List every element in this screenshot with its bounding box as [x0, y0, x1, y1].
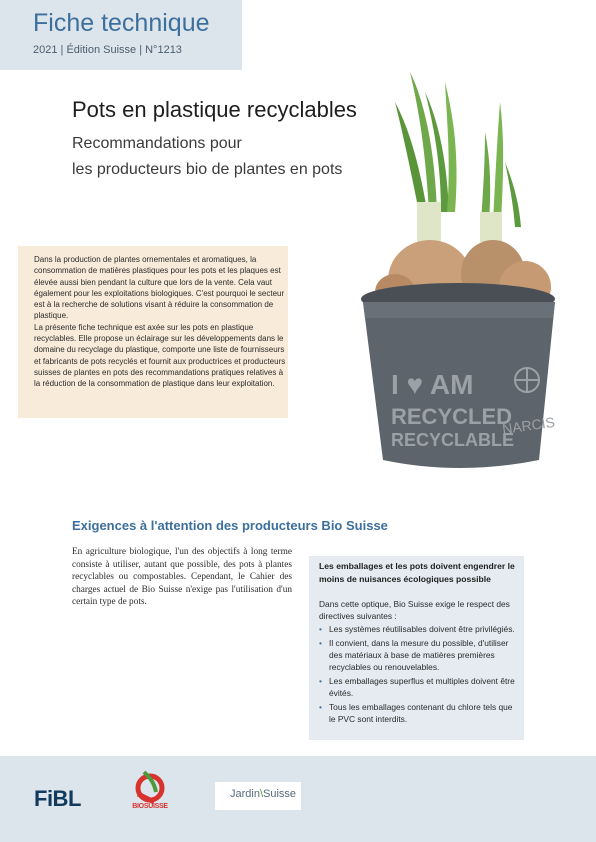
biosuisse-logo-text: BIOSUISSE [132, 803, 168, 810]
jardin-leaf-icon: \ [259, 788, 264, 800]
leaves [395, 72, 521, 227]
bullet-icon: • [319, 676, 322, 686]
intro-text [34, 254, 288, 390]
bullet-icon: • [319, 638, 322, 648]
biosuisse-logo-icon [124, 768, 176, 818]
pot-text-side: NARCIS [501, 413, 556, 437]
section-body: En agriculture biologique, l'un des objectifs à long terme consiste à utiliser, autant que possible, des pots à plantes recyclables ou compostables. Cependant, le Cahier des charges actuel de Bio Suisse n'exige pas l'utilisation d'un certain type de pots. [72, 547, 292, 608]
aside-title: Les emballages et les pots doivent engendrer le moins de nuisances écologiques possible [319, 561, 515, 584]
section-heading: Exigences à l'attention des producteurs Bio Suisse [72, 518, 388, 533]
jardin-logo-part-2: Suisse [263, 788, 297, 800]
subtitle-line-1: Recommandations pour [72, 135, 242, 152]
pot-flower-emblem [515, 368, 539, 392]
subtitle-line-2: les producteurs bio de plantes en pots [72, 161, 343, 178]
fiche-title: Fiche technique [33, 9, 210, 37]
fibl-logo: FiBL [34, 786, 81, 811]
intro-box [18, 246, 288, 418]
jardin-suisse-logo-text [230, 788, 296, 800]
fiche-subtitle: 2021 | Édition Suisse | N°1213 [33, 44, 182, 56]
page-title: Pots en plastique recyclables [72, 97, 357, 122]
list-item: • Il convient, dans la mesure du possible, d'utiliser des matériaux à base de matières premières recyclables ou renouvelables. [319, 638, 509, 672]
list-item: • Les emballages superflus et multiples doivent être évités. [319, 676, 515, 698]
intro-paragraph-1: Dans la production de plantes ornementales et aromatiques, la consommation de matières plastiques pour les pots et les plaques est élevée aussi bien pendant la culture que lors de la vente. Cela vaut également pour les exploitations biologiques. C'est pourquoi le secteur est à la recherche de solutions visant à réduire la consommation de plastique. [34, 255, 285, 321]
intro-paragraph-2: La présente fiche technique est axée sur les pots en plastique recyclables. Elle propose un éclairage sur les développements dans le domaine du recyclage du plastique, comporte une liste de fournisseurs et fabricants de pots recyclés et fournit aux productrices et producteurs suisses de plantes en pots des recommandations pratiques relatives à la réduction de la consommation de plastique dans leur exploitation. [34, 322, 286, 389]
list-item: • Tous les emballages contenant du chlore tels que le PVC sont interdits. [319, 702, 513, 724]
pot-text-3: RECYCLABLE [391, 430, 515, 450]
list-item: • Les systèmes réutilisables doivent être privilégiés. [319, 624, 515, 634]
aside-box [309, 556, 524, 740]
bullet-icon: • [319, 624, 322, 634]
bullet-icon: • [319, 702, 322, 712]
aside-intro: Dans cette optique, Bio Suisse exige le respect des directives suivantes : [319, 599, 510, 621]
pot-text-1: I ♥ AM [391, 369, 474, 400]
plant-pot-photo [355, 62, 596, 477]
aside-list [319, 623, 519, 727]
jardin-logo-part-1: Jardin [230, 788, 260, 800]
page-subtitle [72, 131, 402, 183]
pot-text-2: RECYCLED [391, 404, 513, 429]
